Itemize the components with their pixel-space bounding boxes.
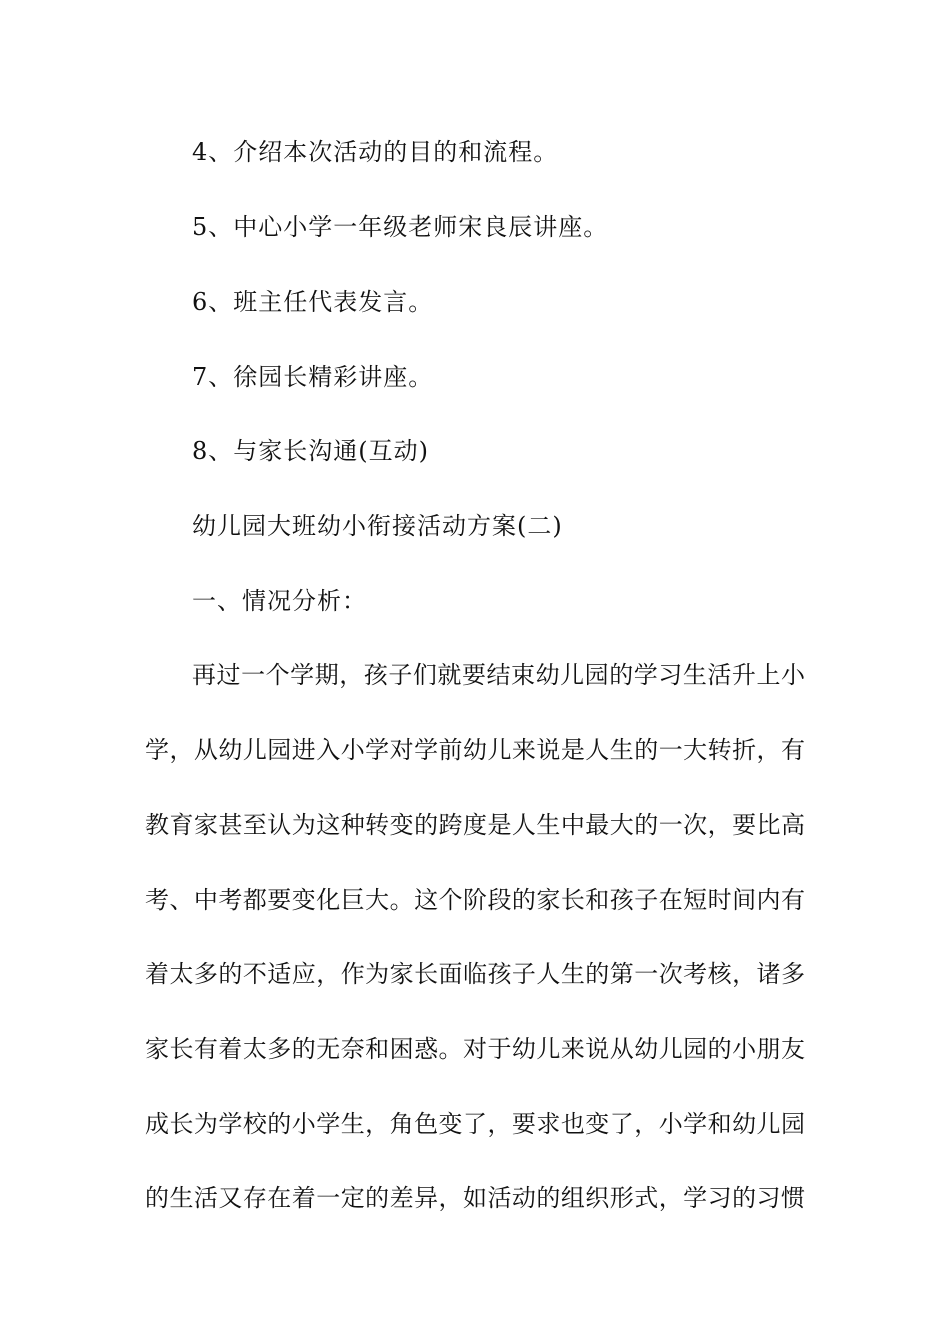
list-item: 4、介绍本次活动的目的和流程。	[192, 138, 559, 166]
list-item: 7、徐园长精彩讲座。	[192, 363, 434, 391]
paragraph-line: 学，从幼儿园进入小学对学前幼儿来说是人生的一大转折，有	[145, 736, 805, 764]
paragraph-line: 教育家甚至认为这种转变的跨度是人生中最大的一次，要比高	[145, 811, 805, 839]
list-item: 8、与家长沟通(互动)	[192, 437, 429, 465]
paragraph-line: 再过一个学期，孩子们就要结束幼儿园的学习生活升上小	[192, 661, 805, 689]
paragraph-line: 着太多的不适应，作为家长面临孩子人生的第一次考核，诸多	[145, 960, 805, 988]
list-item: 6、班主任代表发言。	[192, 288, 434, 316]
paragraph-line: 考、中考都要变化巨大。这个阶段的家长和孩子在短时间内有	[145, 886, 805, 914]
paragraph-line: 的生活又存在着一定的差异，如活动的组织形式，学习的习惯	[145, 1184, 805, 1212]
section-title: 幼儿园大班幼小衔接活动方案(二)	[192, 512, 563, 540]
list-item: 5、中心小学一年级老师宋良辰讲座。	[192, 213, 609, 241]
paragraph-line: 成长为学校的小学生，角色变了，要求也变了，小学和幼儿园	[145, 1110, 805, 1138]
subheading: 一、情况分析：	[192, 587, 367, 615]
paragraph-line: 家长有着太多的无奈和困惑。对于幼儿来说从幼儿园的小朋友	[145, 1035, 805, 1063]
